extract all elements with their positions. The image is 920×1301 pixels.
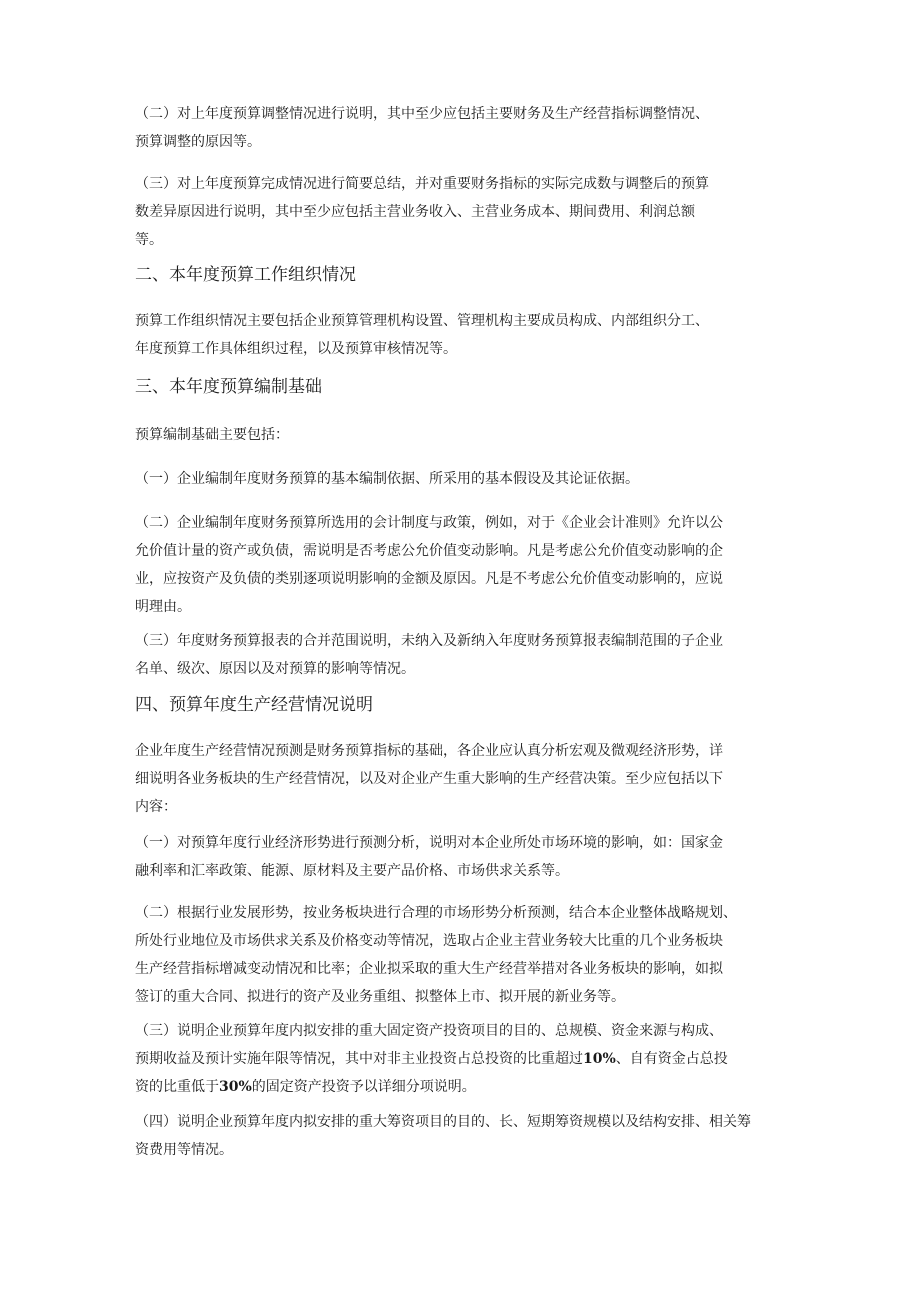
- text-line: 企业年度生产经营情况预测是财务预算指标的基础，各企业应认真分析宏观及微观经济形势，详: [135, 743, 723, 759]
- text-line: （三）说明企业预算年度内拟安排的重大固定资产投资项目的目的、总规模、资金来源与构成、: [135, 1023, 723, 1039]
- text-line: （二）企业编制年度财务预算所选用的会计制度与政策，例如，对于《企业会计准则》允许以公: [135, 515, 723, 531]
- paragraph-operations-item-4: [135, 1108, 785, 1164]
- text-line: 签订的重大合同、拟进行的资产及业务重组、拟整体上市、拟开展的新业务等。: [135, 989, 625, 1005]
- text-line: （三）年度财务预算报表的合并范围说明，未纳入及新纳入年度财务预算报表编制范围的子企业: [135, 633, 723, 649]
- paragraph-basis-item-3: [135, 627, 785, 683]
- paragraph-basis-item-1: [135, 465, 785, 493]
- text-line: 内容：: [135, 799, 177, 815]
- section-heading-2: 二、本年度预算工作组织情况: [135, 265, 356, 285]
- paragraph-operations-item-3: [135, 1017, 785, 1101]
- paragraph-operations-intro: [135, 737, 785, 821]
- text-line: 允价值计量的资产或负债，需说明是否考虑公允价值变动影响。凡是考虑公允价值变动影响的企: [135, 543, 723, 559]
- text-line: （三）对上年度预算完成情况进行简要总结，并对重要财务指标的实际完成数与调整后的预算: [135, 176, 709, 192]
- paragraph-organization: [135, 307, 785, 363]
- text-segment: 、自有资金占总投: [615, 1051, 728, 1067]
- paragraph-budget-completion: [135, 170, 785, 254]
- text-line: 细说明各业务板块的生产经营情况，以及对企业产生重大影响的生产经营决策。至少应包括以下: [135, 771, 723, 787]
- paragraph-budget-adjustment: [135, 100, 785, 156]
- text-line: （四）说明企业预算年度内拟安排的重大筹资项目的目的、长、短期筹资规模以及结构安排、相关筹: [135, 1114, 751, 1130]
- text-segment: 的固定资产投资予以详细分项说明。: [251, 1079, 476, 1095]
- text-line: （一）企业编制年度财务预算的基本编制依据、所采用的基本假设及其论证依据。: [135, 471, 639, 487]
- text-line: 明理由。: [135, 599, 191, 615]
- text-line: 融利率和汇率政策、能源、原材料及主要产品价格、市场供求关系等。: [135, 863, 569, 879]
- text-line: [135, 1073, 785, 1101]
- text-segment: 预期收益及预计实施年限等情况，其中对非主业投资占总投资的比重超过: [135, 1051, 583, 1067]
- text-line: 名单、级次、原因以及对预算的影响等情况。: [135, 661, 415, 677]
- text-line: （二）根据行业发展形势，按业务板块进行合理的市场形势分析预测，结合本企业整体战略规划、: [135, 905, 737, 921]
- text-line: 等。: [135, 232, 163, 248]
- text-line: 预算工作组织情况主要包括企业预算管理机构设置、管理机构主要成员构成、内部组织分工、: [135, 313, 709, 329]
- text-line: （一）对预算年度行业经济形势进行预测分析，说明对本企业所处市场环境的影响，如：国家金: [135, 835, 723, 851]
- section-heading-4: 四、预算年度生产经营情况说明: [135, 695, 373, 715]
- percent-value: 30%: [219, 1079, 252, 1095]
- text-line: 数差异原因进行说明，其中至少应包括主营业务收入、主营业务成本、期间费用、利润总额: [135, 204, 695, 220]
- text-line: 预算编制基础主要包括：: [135, 427, 289, 443]
- text-line: 生产经营指标增减变动情况和比率；企业拟采取的重大生产经营举措对各业务板块的影响，如拟: [135, 961, 723, 977]
- paragraph-basis-intro: [135, 421, 785, 449]
- text-line: 所处行业地位及市场供求关系及价格变动等情况，选取占企业主营业务较大比重的几个业务板块: [135, 933, 723, 949]
- text-line: 业，应按资产及负债的类别逐项说明影响的金额及原因。凡是不考虑公允价值变动影响的，应说: [135, 571, 723, 587]
- section-heading-3: 三、本年度预算编制基础: [135, 377, 322, 397]
- text-line: [135, 1045, 785, 1073]
- text-segment: 资的比重低于: [135, 1079, 219, 1095]
- paragraph-basis-item-2: [135, 509, 785, 621]
- paragraph-operations-item-1: [135, 829, 785, 885]
- text-line: 预算调整的原因等。: [135, 134, 261, 150]
- paragraph-operations-item-2: [135, 899, 785, 1011]
- percent-value: 10%: [583, 1051, 616, 1067]
- text-line: 年度预算工作具体组织过程，以及预算审核情况等。: [135, 341, 457, 357]
- text-line: （二）对上年度预算调整情况进行说明，其中至少应包括主要财务及生产经营指标调整情况、: [135, 106, 709, 122]
- text-line: 资费用等情况。: [135, 1142, 233, 1158]
